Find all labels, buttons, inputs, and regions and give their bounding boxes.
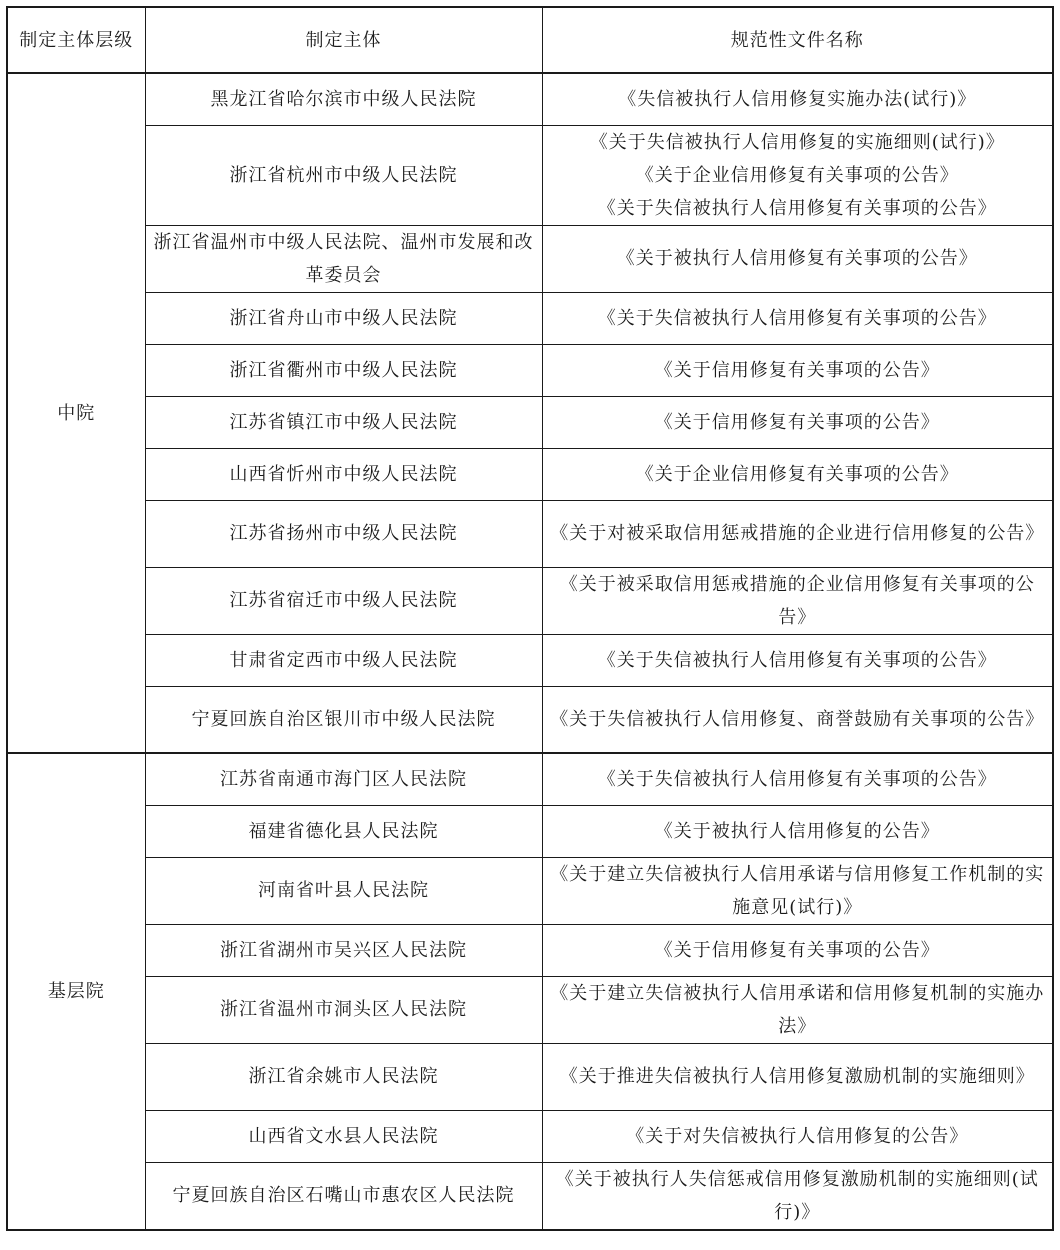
document-cell: 《关于失信被执行人信用修复有关事项的公告》 bbox=[542, 292, 1053, 344]
body-cell: 浙江省余姚市人民法院 bbox=[145, 1043, 542, 1110]
document-cell: 《关于对被采取信用惩戒措施的企业进行信用修复的公告》 bbox=[542, 500, 1053, 567]
table-row bbox=[7, 805, 1053, 857]
document-cell: 《关于失信被执行人信用修复、商誉鼓励有关事项的公告》 bbox=[542, 686, 1053, 753]
body-cell: 浙江省舟山市中级人民法院 bbox=[145, 292, 542, 344]
document-cell: 《关于被采取信用惩戒措施的企业信用修复有关事项的公告》 bbox=[542, 567, 1053, 634]
document-cell: 《关于失信被执行人信用修复有关事项的公告》 bbox=[542, 753, 1053, 805]
body-cell: 甘肃省定西市中级人民法院 bbox=[145, 634, 542, 686]
document-cell: 《关于推进失信被执行人信用修复激励机制的实施细则》 bbox=[542, 1043, 1053, 1110]
table-row bbox=[7, 976, 1053, 1043]
table-row bbox=[7, 1162, 1053, 1230]
table-wrapper bbox=[6, 6, 1052, 1231]
body-cell: 浙江省湖州市吴兴区人民法院 bbox=[145, 924, 542, 976]
level-cell: 中院 bbox=[7, 73, 145, 753]
body-cell: 浙江省衢州市中级人民法院 bbox=[145, 344, 542, 396]
document-cell: 《关于失信被执行人信用修复的实施细则(试行)》 《关于企业信用修复有关事项的公告》 《关于失信被执行人信用修复有关事项的公告》 bbox=[542, 125, 1053, 225]
body-cell: 浙江省温州市中级人民法院、温州市发展和改革委员会 bbox=[145, 225, 542, 292]
body-cell: 福建省德化县人民法院 bbox=[145, 805, 542, 857]
header-doc: 规范性文件名称 bbox=[542, 7, 1053, 73]
body-cell: 山西省文水县人民法院 bbox=[145, 1110, 542, 1162]
body-cell: 黑龙江省哈尔滨市中级人民法院 bbox=[145, 73, 542, 125]
body-cell: 浙江省温州市洞头区人民法院 bbox=[145, 976, 542, 1043]
document-cell: 《关于建立失信被执行人信用承诺与信用修复工作机制的实施意见(试行)》 bbox=[542, 857, 1053, 924]
body-cell: 宁夏回族自治区石嘴山市惠农区人民法院 bbox=[145, 1162, 542, 1230]
table-body bbox=[7, 73, 1053, 1230]
regulation-table bbox=[6, 6, 1054, 1231]
document-cell: 《关于被执行人信用修复的公告》 bbox=[542, 805, 1053, 857]
table-row bbox=[7, 1043, 1053, 1110]
document-cell: 《关于信用修复有关事项的公告》 bbox=[542, 344, 1053, 396]
table-row bbox=[7, 73, 1053, 125]
table-row bbox=[7, 924, 1053, 976]
body-cell: 宁夏回族自治区银川市中级人民法院 bbox=[145, 686, 542, 753]
header-body: 制定主体 bbox=[145, 7, 542, 73]
header-level: 制定主体层级 bbox=[7, 7, 145, 73]
table-row bbox=[7, 292, 1053, 344]
document-cell: 《关于建立失信被执行人信用承诺和信用修复机制的实施办法》 bbox=[542, 976, 1053, 1043]
body-cell: 江苏省镇江市中级人民法院 bbox=[145, 396, 542, 448]
document-cell: 《关于被执行人失信惩戒信用修复激励机制的实施细则(试行)》 bbox=[542, 1162, 1053, 1230]
body-cell: 浙江省杭州市中级人民法院 bbox=[145, 125, 542, 225]
body-cell: 山西省忻州市中级人民法院 bbox=[145, 448, 542, 500]
table-row bbox=[7, 634, 1053, 686]
table-row bbox=[7, 125, 1053, 225]
table-row bbox=[7, 344, 1053, 396]
level-cell: 基层院 bbox=[7, 753, 145, 1230]
table-row bbox=[7, 857, 1053, 924]
table-row bbox=[7, 753, 1053, 805]
body-cell: 河南省叶县人民法院 bbox=[145, 857, 542, 924]
document-cell: 《关于企业信用修复有关事项的公告》 bbox=[542, 448, 1053, 500]
document-cell: 《关于失信被执行人信用修复有关事项的公告》 bbox=[542, 634, 1053, 686]
document-cell: 《关于信用修复有关事项的公告》 bbox=[542, 396, 1053, 448]
body-cell: 江苏省宿迁市中级人民法院 bbox=[145, 567, 542, 634]
header-row bbox=[7, 7, 1053, 73]
body-cell: 江苏省南通市海门区人民法院 bbox=[145, 753, 542, 805]
document-cell: 《关于对失信被执行人信用修复的公告》 bbox=[542, 1110, 1053, 1162]
body-cell: 江苏省扬州市中级人民法院 bbox=[145, 500, 542, 567]
table-row bbox=[7, 396, 1053, 448]
document-cell: 《关于被执行人信用修复有关事项的公告》 bbox=[542, 225, 1053, 292]
table-row bbox=[7, 567, 1053, 634]
table-row bbox=[7, 686, 1053, 753]
document-cell: 《失信被执行人信用修复实施办法(试行)》 bbox=[542, 73, 1053, 125]
table-row bbox=[7, 1110, 1053, 1162]
table-row bbox=[7, 448, 1053, 500]
document-cell: 《关于信用修复有关事项的公告》 bbox=[542, 924, 1053, 976]
table-row bbox=[7, 225, 1053, 292]
table-row bbox=[7, 500, 1053, 567]
